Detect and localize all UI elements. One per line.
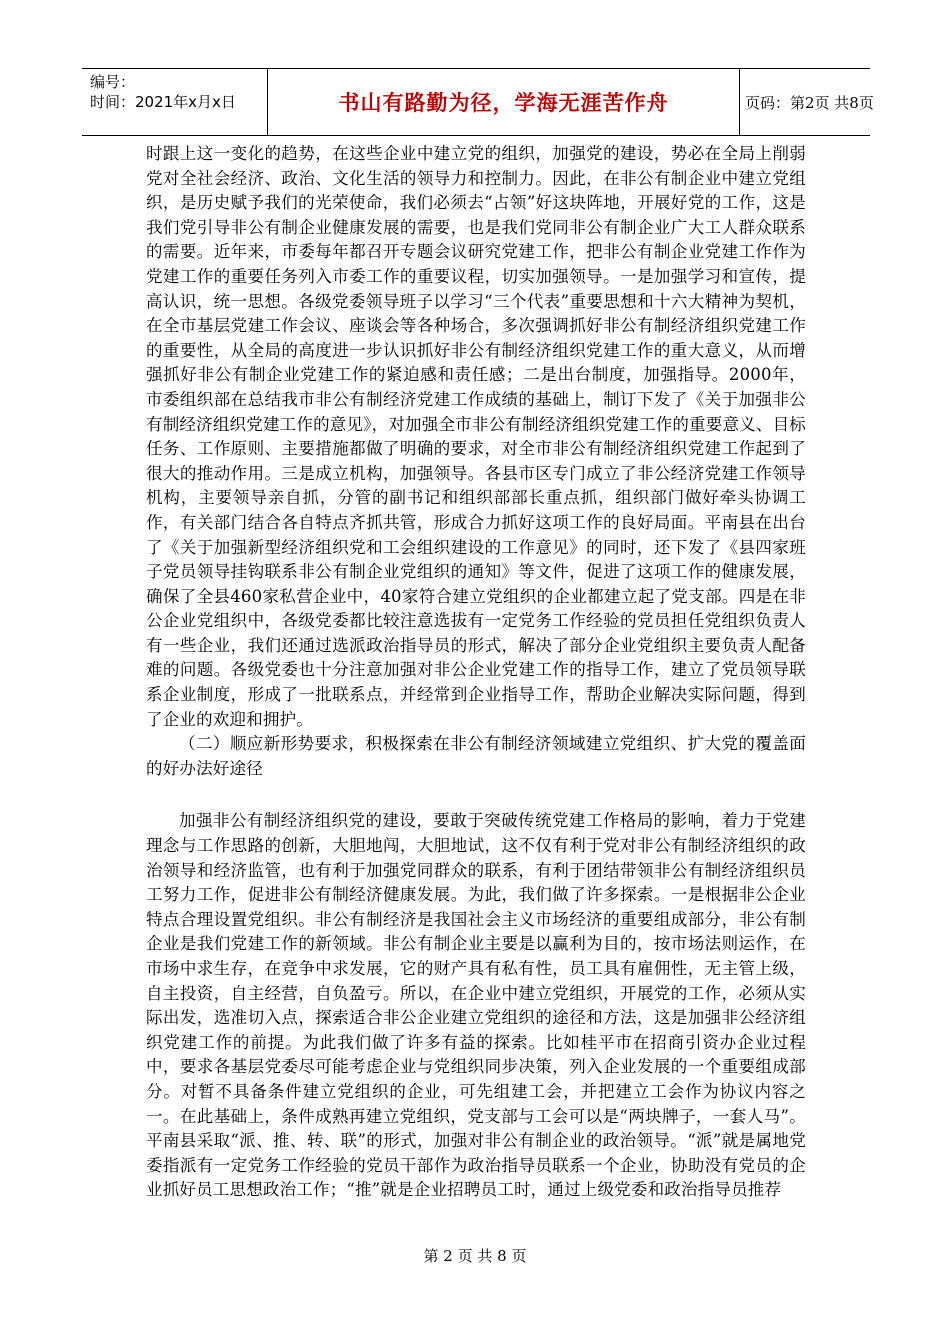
page-footer: 第 2 页 共 8 页 — [423, 1247, 527, 1265]
document-body — [146, 142, 806, 1203]
body-paragraph: 时跟上这一变化的趋势，在这些企业中建立党的组织，加强党的建设，势必在全局上削弱党对全社会经济、政治、文化生活的领导力和控制力。因此，在非公有制企业中建立党组织，是历史赋予我们的光荣使命，我们必须去“占领”好这块阵地，开展好党的工作，这是我们党引导非公有制企业健康发展的需要，也是我们党同非公有制企业广大工人群众联系的需要。近年来，市委每年都召开专题会议研究党建工作，把非公有制企业党建工作作为党建工作的重要任务列入市委工作的重要议程，切实加强领导。一是加强学习和宣传，提高认识，统一思想。各级党委领导班子以学习“三个代表”重要思想和十六大精神为契机，在全市基层党建工作会议、座谈会等各种场合，多次强调抓好非公有制经济组织党建工作的重要性，从全局的高度进一步认识抓好非公有制经济组织党建工作的重大意义，从而增强抓好非公有制企业党建工作的紧迫感和责任感；二是出台制度，加强指导。2000年，市委组织部在总结我市非公有制经济党建工作成绩的基础上，制订下发了《关于加强非公有制经济组织党建工作的意见》，对加强全市非公有制经济组织党建工作的重要意义、目标任务、工作原则、主要措施都做了明确的要求，对全市非公有制经济组织党建工作起到了很大的推动作用。三是成立机构，加强领导。各县市区专门成立了非公经济党建工作领导机构，主要领导亲自抓，分管的副书记和组织部部长重点抓，组织部门做好牵头协调工作，有关部门结合各自特点齐抓共管，形成合力抓好这项工作的良好局面。平南县在出台了《关于加强新型经济组织党和工会组织建设的工作意见》的同时，还下发了《县四家班子党员领导挂钩联系非公有制企业党组织的通知》等文件，促进了这项工作的健康发展，确保了全县460家私营企业中，40家符合建立党组织的企业都建立起了党支部。四是在非公企业党组织中，各级党委都比较注意选拔有一定党务工作经验的党员担任党组织负责人有一些企业，我们还通过选派政治指导员的形式，解决了部分企业党组织主要负责人配备难的问题。各级党委也十分注意加强对非公企业党建工作的指导工作，建立了党员领导联系企业制度，形成了一批联系点，并经常到企业指导工作，帮助企业解决实际问题，得到了企业的欢迎和拥护。 — [146, 144, 806, 729]
header-motto-cell — [267, 69, 740, 135]
header-page-cell — [739, 69, 874, 135]
section-heading: （二）顺应新形势要求，积极探索在非公有制经济领域建立党组织、扩大党的覆盖面的好办法好途径 — [146, 734, 806, 778]
header-page-info: 页码：第2页 共8页 — [745, 93, 874, 112]
document-time-label: 时间：2021年x月x日 — [90, 93, 236, 111]
document-number-label: 编号： — [90, 73, 136, 91]
document-header — [82, 68, 874, 136]
body-paragraph: 加强非公有制经济组织党的建设，要敢于突破传统党建工作格局的影响，着力于党建理念与工作思路的创新，大胆地闯，大胆地试，这不仅有利于党对非公有制经济组织的政治领导和经济监管，也有利于加强党同群众的联系，有利于团结带领非公有制经济组织员工努力工作，促进非公有制经济健康发展。为此，我们做了许多探索。一是根据非公企业特点合理设置党组织。非公有制经济是我国社会主义市场经济的重要组成部分，非公有制企业是我们党建工作的新领域。非公有制企业主要是以赢利为目的，按市场法则运作，在市场中求生存，在竞争中求发展，它的财产具有私有性，员工具有雇佣性，无主管上级，自主投资，自主经营，自负盈亏。所以，在企业中建立党组织，开展党的工作，必须从实际出发，选准切入点，探索适合非公企业建立党组织的途径和方法，这是加强非公经济组织党建工作的前提。为此我们做了许多有益的探索。比如桂平市在招商引资办企业过程中，要求各基层党委尽可能考虑企业与党组织同步决策，列入企业发展的一个重要组成部分。对暂不具备条件建立党组织的企业，可先组建工会，并把建立工会作为协议内容之一。在此基础上，条件成熟再建立党组织，党支部与工会可以是“两块牌子，一套人马”。平南县采取“派、推、转、联”的形式，加强对非公有制企业的政治领导。“派”就是属地党委指派有一定党务工作经验的党员干部作为政治指导员联系一个企业，协助没有党员的企业抓好员工思想政治工作；“推”就是企业招聘员工时，通过上级党委和政治指导员推荐 — [146, 811, 806, 1200]
header-meta-cell — [82, 69, 267, 135]
paragraph-spacer — [146, 781, 806, 809]
header-motto: 书山有路勤为径，学海无涯苦作舟 — [338, 91, 669, 115]
